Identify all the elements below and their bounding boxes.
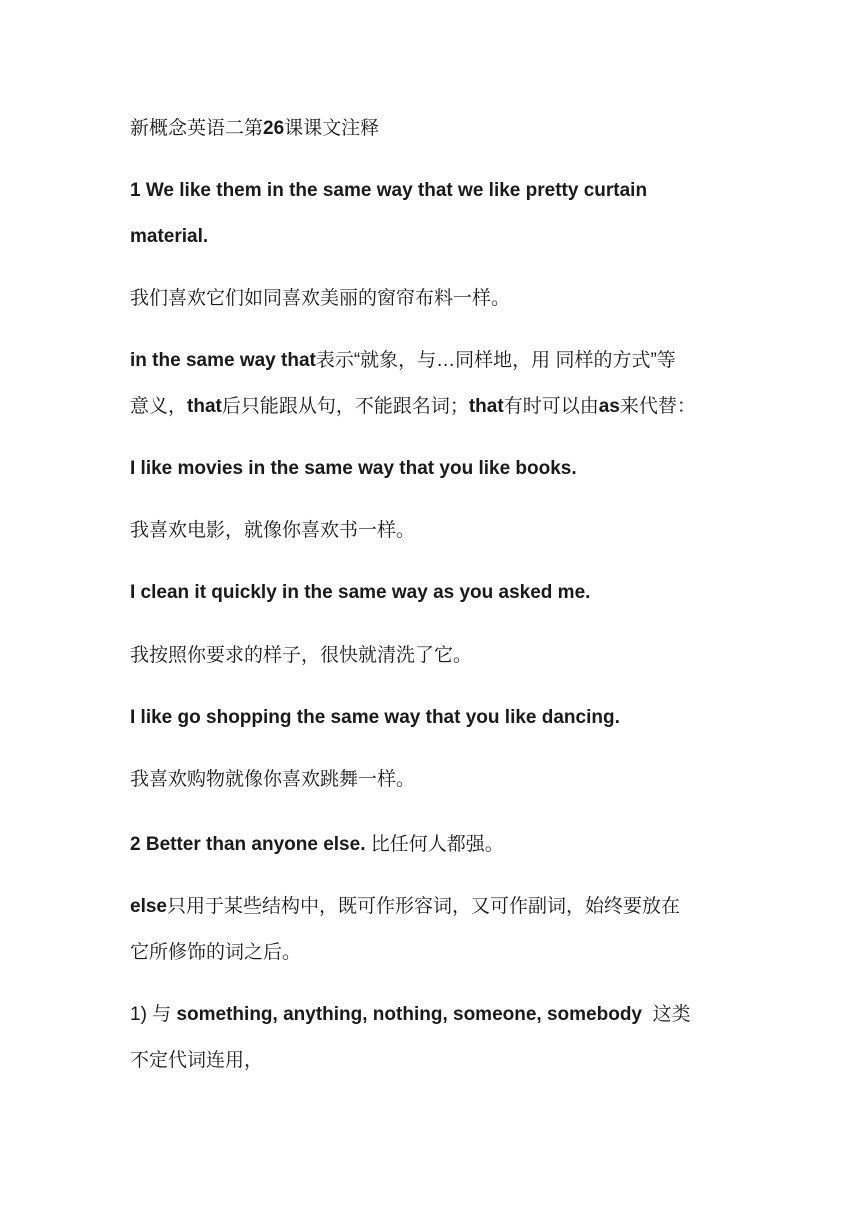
item1-english-line1: 1 We like them in the same way that we like pretty curtain: [130, 180, 648, 201]
note2-line2: 它所修饰的词之后。: [130, 942, 302, 963]
example2-chinese: 我按照你要求的样子，很快就清洗了它。: [130, 645, 473, 666]
note1-line1: in the same way that表示“就象，与…同样地，用 同样的方式”等: [130, 350, 676, 371]
example3-english: I like go shopping the same way that you like dancing.: [130, 707, 620, 728]
page-title: 新概念英语二第26课课文注释: [130, 118, 380, 139]
item1-chinese: 我们喜欢它们如同喜欢美丽的窗帘布料一样。: [130, 288, 511, 309]
item2: 2 Better than anyone else. 比任何人都强。: [130, 834, 504, 855]
point1-line2: 不定代词连用，: [130, 1050, 264, 1071]
example1-english: I like movies in the same way that you like books.: [130, 458, 577, 479]
item1-english-line2: material.: [130, 226, 209, 247]
example1-chinese: 我喜欢电影，就像你喜欢书一样。: [130, 520, 416, 541]
note2-line1: else只用于某些结构中，既可作形容词，又可作副词，始终要放在: [130, 896, 680, 917]
example2-english: I clean it quickly in the same way as you asked me.: [130, 582, 591, 603]
example3-chinese: 我喜欢购物就像你喜欢跳舞一样。: [130, 769, 416, 790]
note1-line2: 意义，that后只能跟从句，不能跟名词；that有时可以由as来代替：: [130, 396, 696, 417]
point1-line1: 1) 与 something, anything, nothing, someone, somebody 这类: [130, 1004, 691, 1025]
